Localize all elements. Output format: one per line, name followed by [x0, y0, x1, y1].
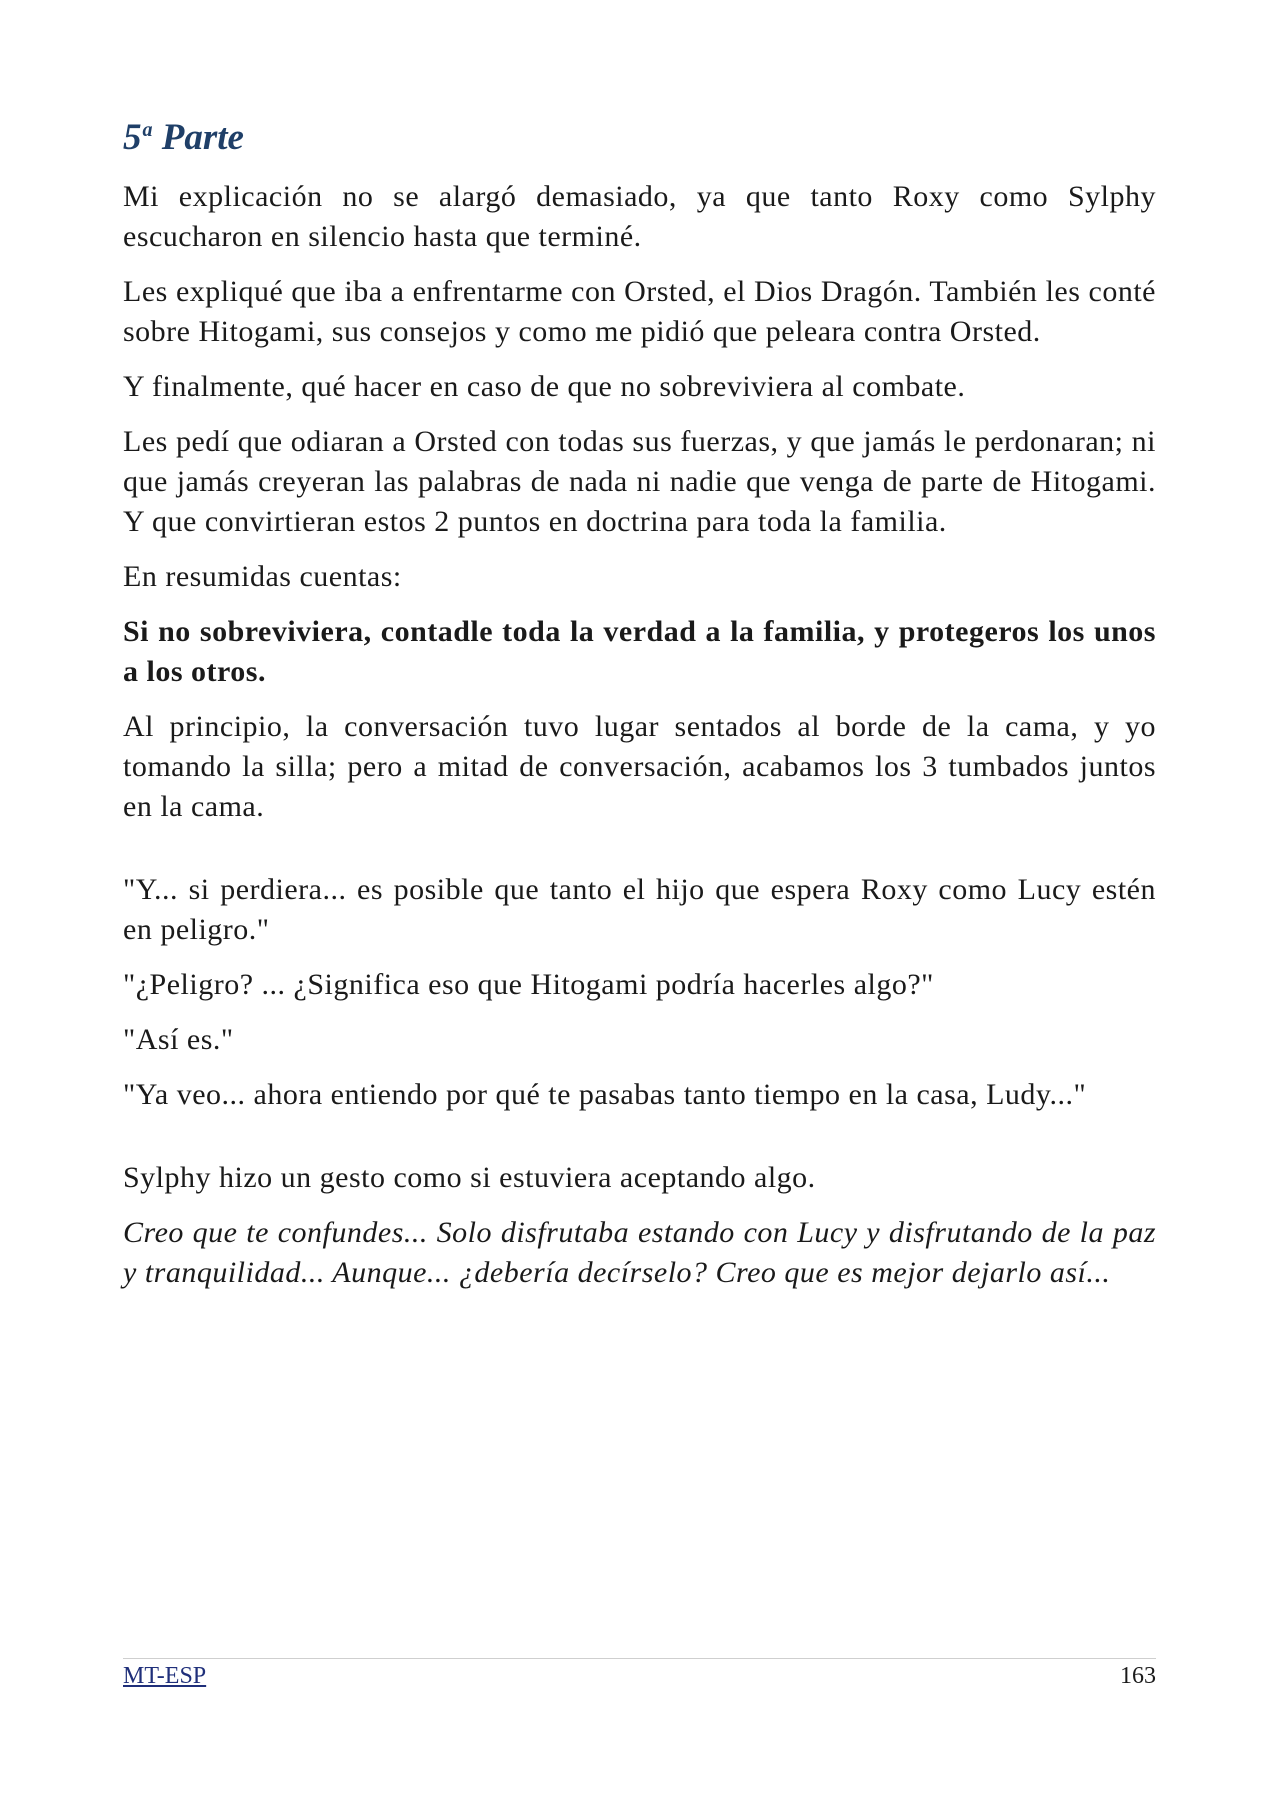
section-heading [123, 118, 1156, 159]
paragraph-5: En resumidas cuentas: [123, 559, 402, 593]
dialogue-line-1: "Y... si perdiera... es posible que tanto el hijo que espera Roxy como Lucy estén en peligro." [123, 872, 1156, 946]
paragraph-7: Al principio, la conversación tuvo lugar sentados al borde de la cama, y yo tomando la silla; pero a mitad de conversación, acabamos los 3 tumbados juntos en la cama. [123, 709, 1156, 823]
page-number: 163 [1120, 1663, 1156, 1689]
paragraph-1: Mi explicación no se alargó demasiado, ya que tanto Roxy como Sylphy escucharon en silencio hasta que terminé. [123, 179, 1156, 253]
paragraph-2: Les expliqué que iba a enfrentarme con Orsted, el Dios Dragón. También les conté sobre Hitogami, sus consejos y como me pidió que peleara contra Orsted. [123, 274, 1156, 348]
dialogue-line-4: "Ya veo... ahora entiendo por qué te pasabas tanto tiempo en la casa, Ludy..." [123, 1077, 1087, 1111]
dialogue-line-3: "Así es." [123, 1022, 234, 1056]
paragraph-6-bold: Si no sobreviviera, contadle toda la verdad a la familia, y protegeros los unos a los otros. [123, 614, 1156, 688]
page-footer [123, 1658, 1156, 1690]
heading-word: Parte [161, 117, 244, 158]
heading-number: 5 [123, 117, 142, 158]
footer-link[interactable]: MT-ESP [123, 1663, 207, 1689]
heading-superscript: a [142, 118, 153, 141]
paragraph-narration: Sylphy hizo un gesto como si estuviera aceptando algo. [123, 1160, 816, 1194]
paragraph-4: Les pedí que odiaran a Orsted con todas sus fuerzas, y que jamás le perdonaran; ni que jamás creyeran las palabras de nada ni nadie que venga de parte de Hitogami. Y que convirtieran estos 2 puntos en doctrina para toda la familia. [123, 424, 1156, 538]
document-page [123, 118, 1156, 1308]
dialogue-line-2: "¿Peligro? ... ¿Significa eso que Hitogami podría hacerles algo?" [123, 967, 934, 1001]
paragraph-thought-italic: Creo que te confundes... Solo disfrutaba estando con Lucy y disfrutando de la paz y tranquilidad... Aunque... ¿debería decírselo? Creo que es mejor dejarlo así... [123, 1215, 1156, 1289]
paragraph-3: Y finalmente, qué hacer en caso de que no sobreviviera al combate. [123, 369, 966, 403]
